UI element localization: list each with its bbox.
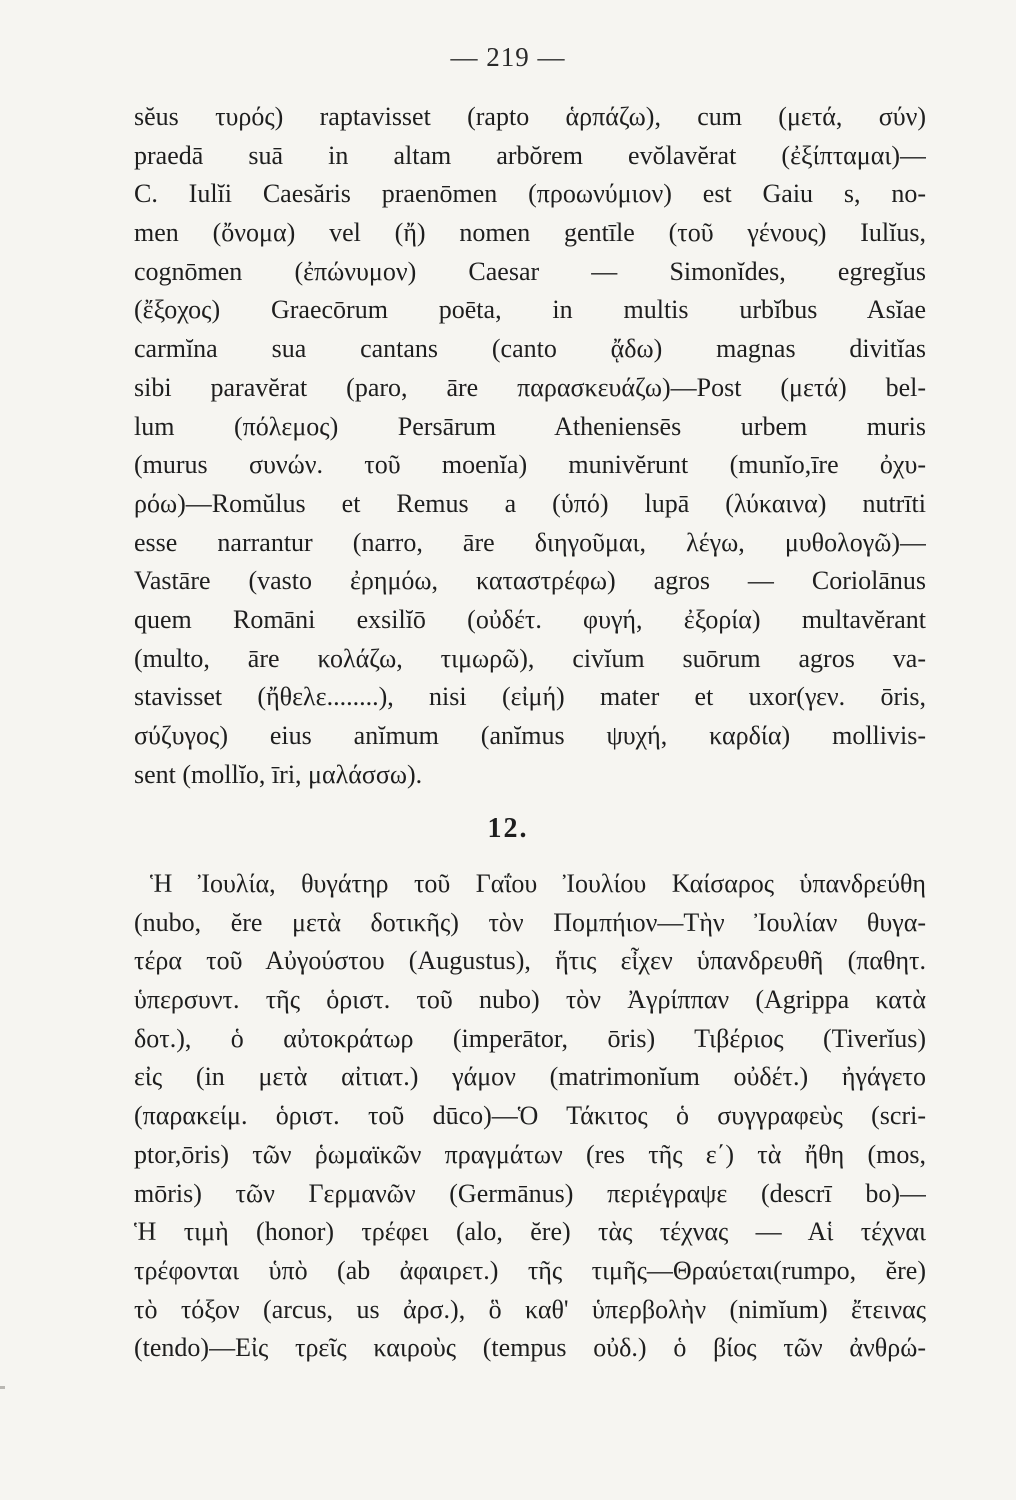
text-line: ptor,ōris) τῶν ῥωμαϊκῶν πραγμάτων (res τῆς ε΄) τὰ ἤθη (mos,: [134, 1139, 926, 1169]
text-line: quem Romāni exsilĭō (οὐδέτ. φυγή, ἐξορία) multavĕrant: [134, 604, 926, 634]
text-line: (tendo)—Εἰς τρεῖς καιροὺς (tempus οὐδ.) ὁ βίος τῶν ἀνθρώ-: [134, 1333, 926, 1363]
text-line: (nubo, ĕre μετὰ δοτικῆς) τὸν Πομπήιον—Τὴν Ἰουλίαν θυγα-: [134, 907, 926, 937]
text-line: lum (πόλεμος) Persārum Atheniensēs urbem muris: [134, 411, 926, 441]
section-number: 12.: [487, 813, 529, 844]
lexicon-entries-paragraph: [134, 98, 926, 794]
text-line: Ἡ τιμὴ (honor) τρέφει (alo, ĕre) τὰς τέχνας — Αἱ τέχναι: [134, 1217, 926, 1247]
text-line: σύζυγος) eius anĭmum (anĭmus ψυχή, καρδία) mollivis-: [134, 721, 926, 750]
text-line: (ἔξοχος) Graecōrum poēta, in multis urbĭbus Asĭae: [134, 295, 926, 325]
text-line: τρέφονται ὑπὸ (ab ἀφαιρετ.) τῆς τιμῆς—Θραύεται(rumpo, ĕre): [134, 1255, 926, 1285]
text-line: Vastāre (vasto ἐρημόω, καταστρέφω) agros — Coriolānus: [134, 566, 926, 596]
text-line: εἰς (in μετὰ αἰτιατ.) γάμον (matrimonĭum οὐδέτ.) ἠγάγετο: [134, 1062, 926, 1092]
text-line: ρόω)—Romŭlus et Remus a (ὑπό) lupā (λύκαινα) nutrīti: [134, 488, 926, 518]
text-line: praedā suā in altam arbŏrem evŏlavĕrat (ἐξίπταμαι)—: [134, 140, 926, 170]
text-line: men (ὄνομα) vel (ἤ) nomen gentīle (τοῦ γένους) Iulĭus,: [134, 218, 926, 248]
text-line: τὸ τόξον (arcus, us ἀρσ.), ὃ καθ' ὑπερβολὴν (nimĭum) ἔτεινας: [134, 1294, 926, 1324]
text-line: stavisset (ἤθελε........), nisi (εἰμή) mater et uxor(γεν. ōris,: [134, 682, 926, 712]
text-line: sent (mollĭo, īri, μαλάσσω).: [134, 759, 423, 789]
text-line: ὑπερσυντ. τῆς ὁριστ. τοῦ nubo) τὸν Ἀγρίππαν (Agrippa κατὰ: [134, 985, 926, 1015]
text-line: (murus συνών. τοῦ moenĭa) munivĕrunt (munĭo,īre ὀχυ-: [134, 450, 926, 480]
text-line: (παρακείμ. ὁριστ. τοῦ dūco)—Ὁ Τάκιτος ὁ συγγραφεὺς (scri-: [134, 1101, 926, 1131]
text-line: mōris) τῶν Γερμανῶν (Germānus) περιέγραψε (descrī bo)—: [134, 1178, 926, 1208]
text-line: sĕus τυρός) raptavisset (rapto ἁρπάζω), cum (μετά, σύν): [134, 102, 926, 131]
scan-artifact: [0, 1386, 5, 1389]
greek-exercise-paragraph: [134, 865, 926, 1368]
text-line: τέρα τοῦ Αὐγούστου (Augustus), ἥτις εἶχεν ὑπανδρευθῆ (παθητ.: [134, 946, 926, 976]
text-line: carmĭna sua cantans (canto ᾄδω) magnas divitĭas: [134, 334, 926, 364]
text-line: (multo, āre κολάζω, τιμωρῶ), civĭum suōrum agros va-: [134, 643, 926, 673]
page-number: — 219 —: [450, 42, 566, 72]
text-line: esse narrantur (narro, āre διηγοῦμαι, λέγω, μυθολογῶ)—: [134, 527, 926, 557]
text-line: sibi paravĕrat (paro, āre παρασκευάζω)—Post (μετά) bel-: [134, 372, 926, 402]
text-line: cognōmen (ἐπώνυμον) Caesar — Simonĭdes, egregĭus: [134, 256, 926, 286]
text-line: Ἡ Ἰουλία, θυγάτηρ τοῦ Γαΐου Ἰουλίου Καίσαρος ὑπανδρεύθη: [150, 869, 926, 898]
text-line: δοτ.), ὁ αὐτοκράτωρ (imperātor, ōris) Τιβέριος (Tiverĭus): [134, 1023, 926, 1053]
text-line: C. Iulĭi Caesăris praenōmen (προωνύμιον) est Gaiu s, no-: [134, 179, 926, 209]
